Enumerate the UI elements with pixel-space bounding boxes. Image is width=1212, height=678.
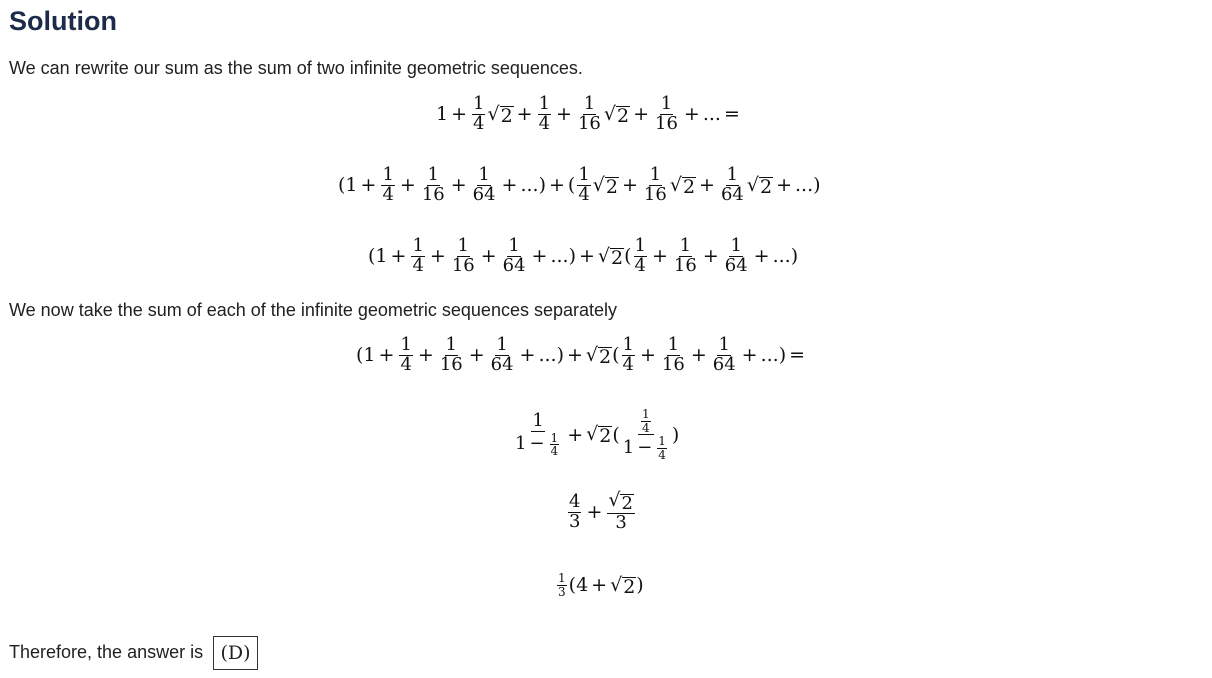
equation-line-6: $\frac{4}{3}$ + √ 2 3 [569, 489, 633, 534]
equation-line-7: $\frac{1}{3}$ ( 4 + √ 2 ) [558, 571, 644, 599]
equation-line-3: (1 + $\frac{1}{4}$ + $\frac{1}{16}$ + $\frac{1}{64}$ + ...) + √ 2 ( $\frac{1}{4}$ + $\frac{1}{16}$ + $\frac{1}{64}$ + ...) [368, 235, 799, 276]
equation-line-2: (1 + $\frac{1}{4}$ + $\frac{1}{16}$ + $\frac{1}{64}$ + ...) + ( $\frac{1}{4}$ √ 2 + $\frac{1}{16}$ √ 2 + $\frac{1}{64}$ √ 2 + ...) [338, 164, 821, 205]
term: 1 [436, 103, 449, 126]
plus-sign: + [451, 103, 468, 126]
answer-box: (D) [213, 636, 258, 670]
conclusion-text: Therefore, the answer is [9, 642, 204, 662]
equation-line-5: 1 1 − $\frac{1}{4}$ + √ 2 ( $\frac{1}{4}$ 1 − $\frac{1}{4}$ ) [515, 407, 680, 462]
mid-text: We now take the sum of each of the infinite geometric sequences separately [9, 300, 618, 320]
equation-line-4: (1 + $\frac{1}{4}$ + $\frac{1}{16}$ + $\frac{1}{64}$ + ...) + √ 2 ( $\frac{1}{4}$ + $\frac{1}{16}$ + $\frac{1}{64}$ + ...) = [356, 334, 806, 375]
equation-line-1: 1 + $\frac{1}{4}$ √ 2 + $\frac{1}{4}$ + $\frac{1}{16}$ √ 2 + $\frac{1}{16}$ + ... = [436, 93, 740, 134]
sqrt: √ 2 [487, 102, 513, 127]
solution-heading: Solution [9, 6, 117, 36]
intro-text: We can rewrite our sum as the sum of two infinite geometric sequences. [9, 58, 583, 78]
fraction: $\frac{1}{4}$ [473, 93, 485, 134]
